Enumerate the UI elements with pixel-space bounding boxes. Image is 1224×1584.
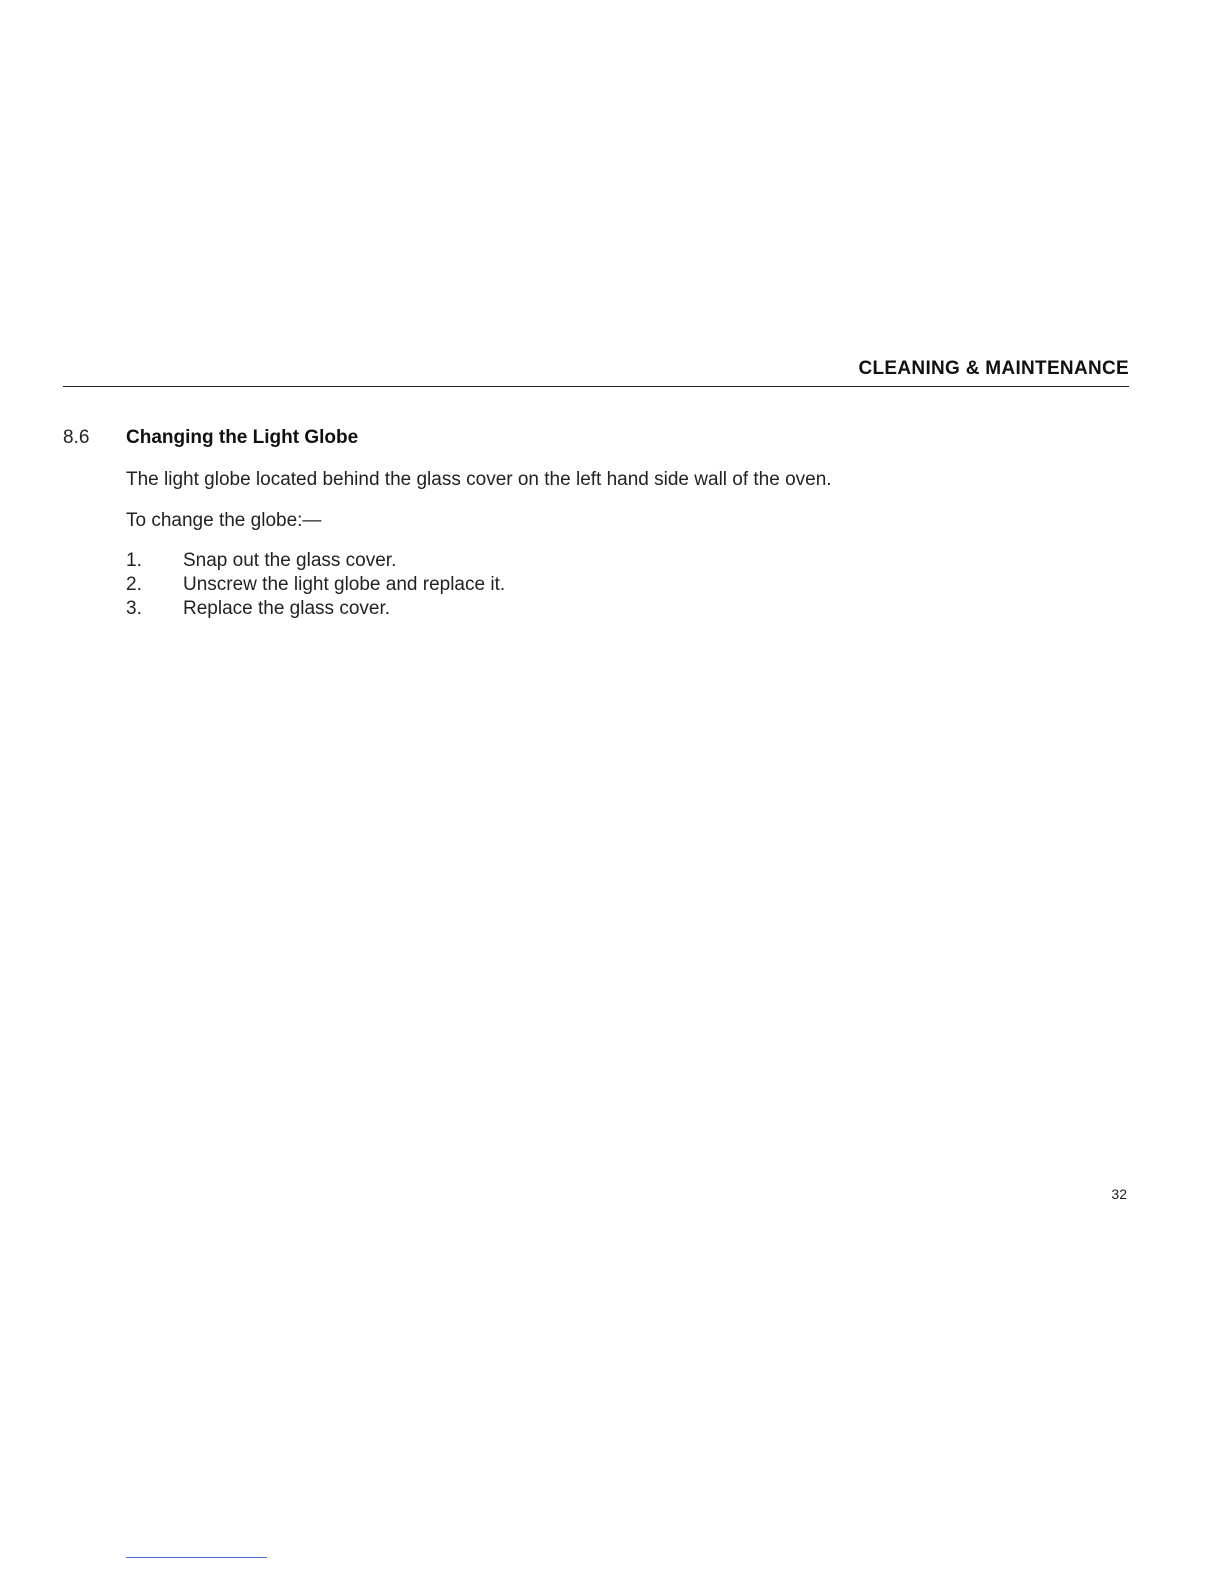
step-number: 3.: [126, 598, 142, 619]
list-item: [126, 550, 505, 574]
step-text: Replace the glass cover.: [183, 598, 391, 619]
header-divider: [63, 386, 1129, 387]
intro-paragraph: The light globe located behind the glass cover on the left hand side wall of the oven.: [126, 469, 832, 490]
footer-link-underline[interactable]: [126, 1557, 267, 1558]
step-text: Snap out the glass cover.: [183, 550, 397, 571]
list-item: [126, 598, 505, 622]
section-number: 8.6: [63, 427, 90, 448]
step-number: 2.: [126, 574, 142, 595]
page-number: 32: [1111, 1186, 1127, 1202]
list-item: [126, 574, 505, 598]
lead-in-paragraph: To change the globe:—: [126, 510, 322, 531]
step-number: 1.: [126, 550, 142, 571]
step-text: Unscrew the light globe and replace it.: [183, 574, 506, 595]
steps-list: [126, 550, 505, 622]
chapter-header: CLEANING & MAINTENANCE: [858, 358, 1129, 379]
section-title: Changing the Light Globe: [126, 427, 359, 448]
